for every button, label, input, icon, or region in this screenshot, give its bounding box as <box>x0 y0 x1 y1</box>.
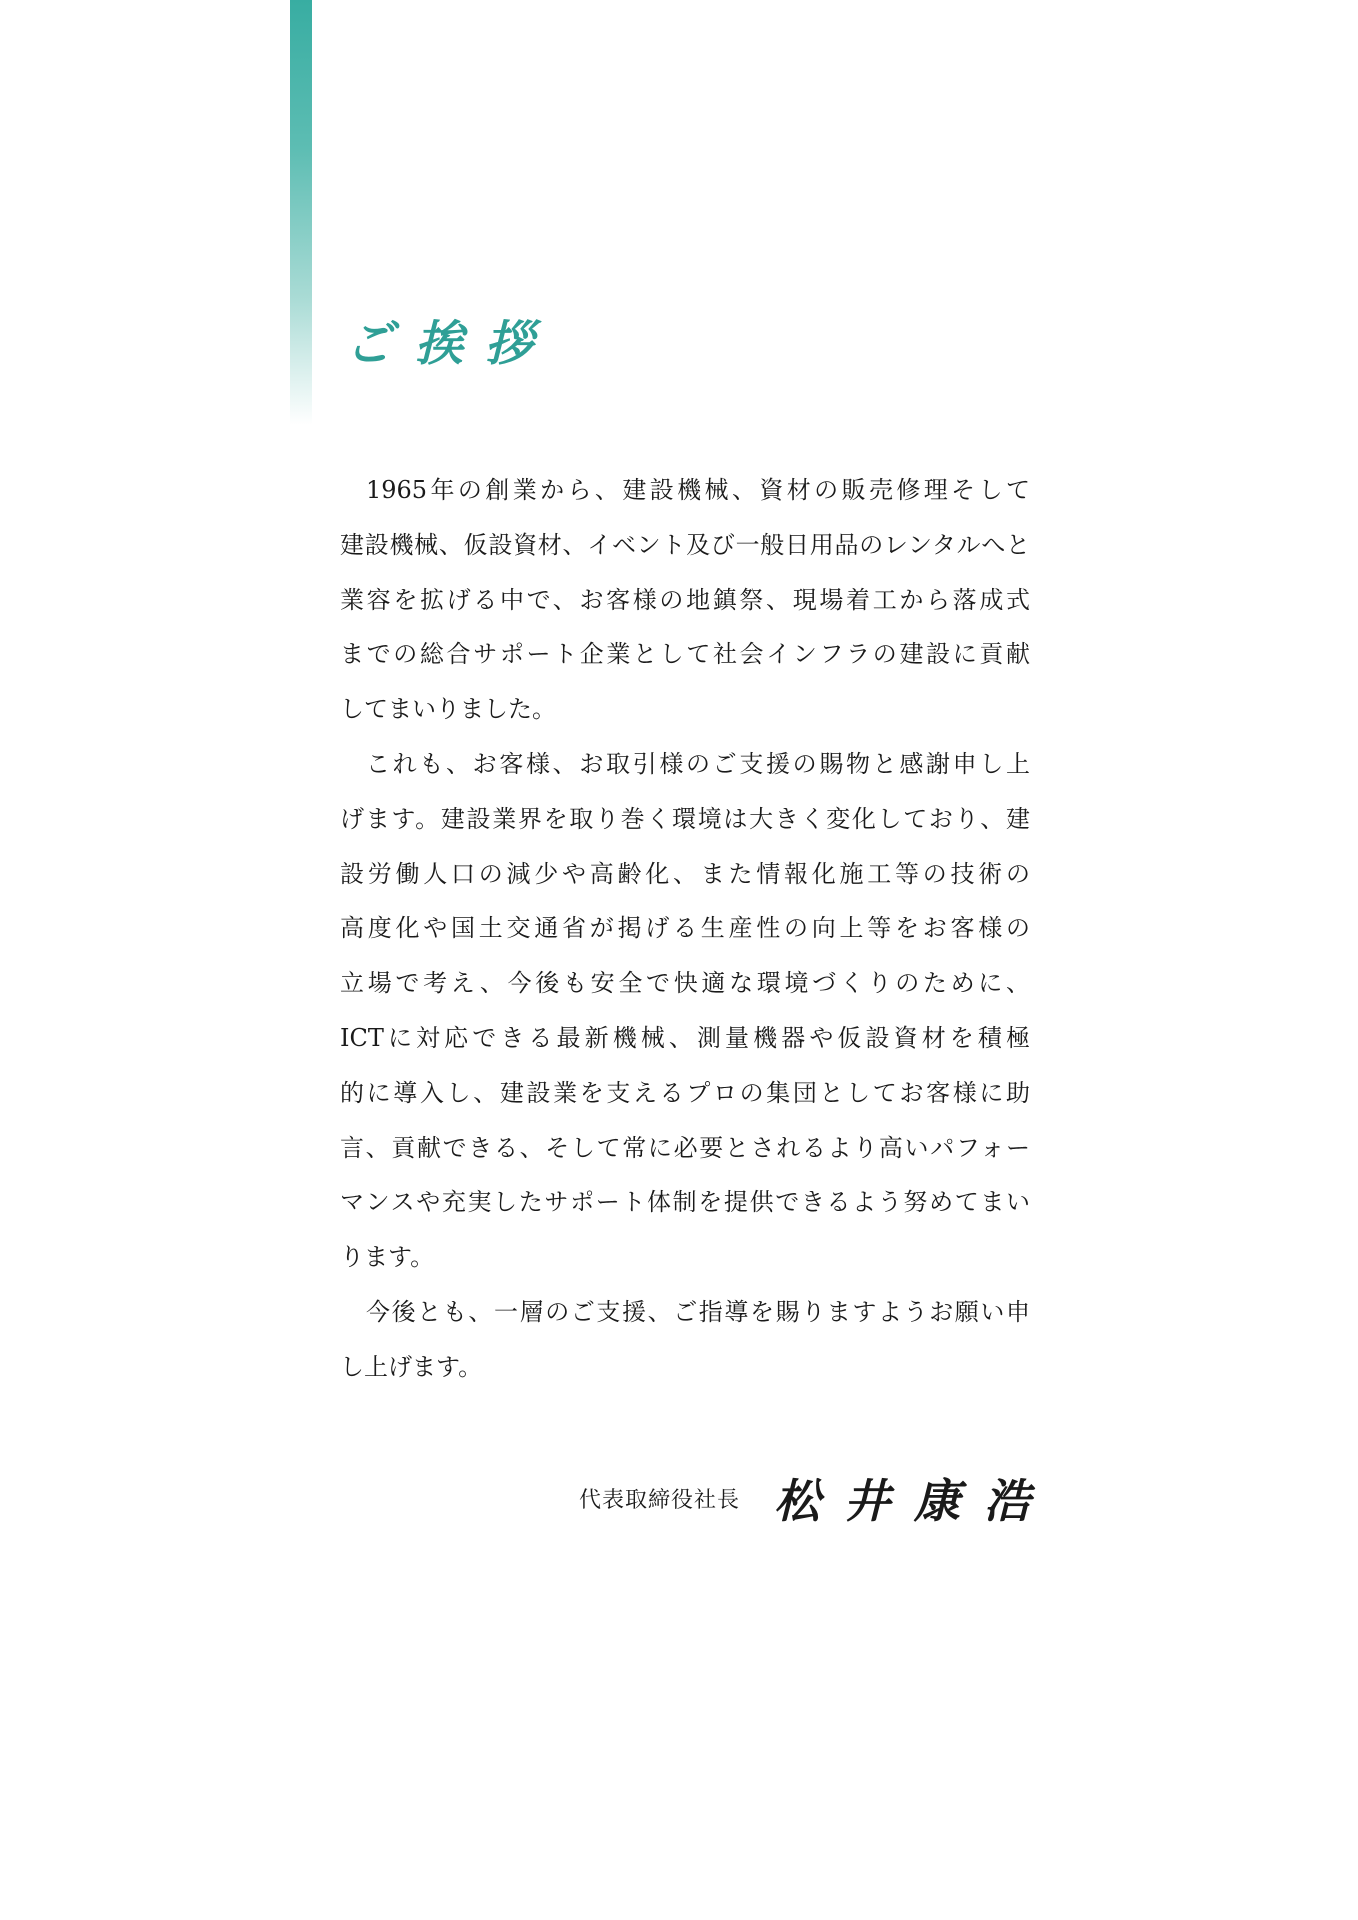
greeting-line: 建設機械、仮設資材、イベント及び一般日用品のレンタルへと <box>340 530 1030 559</box>
greeting-line: してまいりました。 <box>340 695 556 724</box>
signature-block <box>578 1465 1054 1531</box>
signature-title: 代表取締役社長 <box>578 1487 740 1513</box>
greeting-line: 言、貢献できる、そして常に必要とされるより高いパフォー <box>340 1133 1030 1162</box>
page-title: ご挨拶 <box>345 316 556 372</box>
greeting-body <box>340 463 1030 1395</box>
accent-bar <box>290 0 312 425</box>
greeting-line: 1965年の創業から、建設機械、資材の販売修理そして <box>366 476 1030 504</box>
greeting-line: 業容を拡げる中で、お客様の地鎮祭、現場着工から落成式 <box>340 585 1030 614</box>
greeting-line: し上げます。 <box>340 1352 483 1381</box>
greeting-line: 設労働人口の減少や高齢化、また情報化施工等の技術の <box>340 859 1030 888</box>
greeting-line: までの総合サポート企業として社会インフラの建設に貢献 <box>340 640 1030 669</box>
signature-name: 松井康浩 <box>774 1474 1054 1528</box>
greeting-line: これも、お客様、お取引様のご支援の賜物と感謝申し上 <box>366 749 1030 778</box>
greeting-line: 立場で考え、今後も安全で快適な環境づくりのために、 <box>340 969 1030 998</box>
greeting-line: げます。建設業界を取り巻く環境は大きく変化しており、建 <box>340 804 1030 833</box>
greeting-line: ICTに対応できる最新機械、測量機器や仮設資材を積極 <box>340 1023 1030 1052</box>
greeting-line: 的に導入し、建設業を支えるプロの集団としてお客様に助 <box>340 1078 1030 1107</box>
greeting-line: 高度化や国土交通省が掲げる生産性の向上等をお客様の <box>340 914 1030 943</box>
greeting-line: ります。 <box>340 1243 435 1272</box>
greeting-line: 今後とも、一層のご支援、ご指導を賜りますようお願い申 <box>366 1297 1030 1326</box>
greeting-line: マンスや充実したサポート体制を提供できるよう努めてまい <box>340 1188 1030 1217</box>
